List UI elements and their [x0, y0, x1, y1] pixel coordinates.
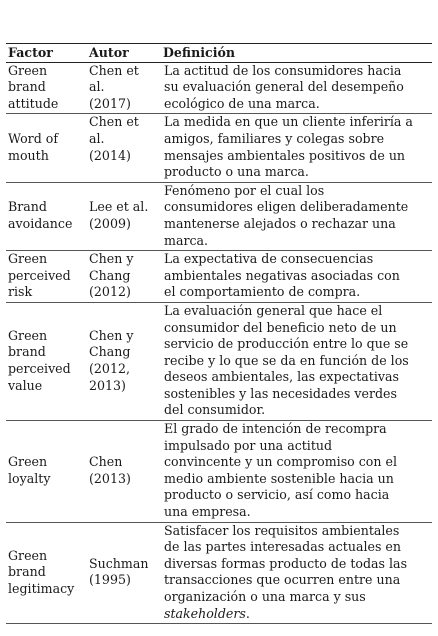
cell-definicion-line: sostenibles y las necesidades verdes	[164, 385, 397, 401]
cell-autor-line: Chen y	[89, 251, 134, 267]
cell-autor	[87, 302, 161, 420]
cell-definicion-line: El grado de intención de recompra	[164, 421, 387, 437]
cell-definicion	[161, 62, 432, 114]
cell-definicion-line: servicio de producción entre lo que se	[164, 336, 409, 352]
cell-definicion-line: recibe y lo que se da en función de los	[164, 352, 409, 368]
cell-definicion-line: La actitud de los consumidores hacia	[164, 62, 402, 78]
cell-factor-line: brand	[8, 564, 46, 580]
cell-autor-line: Chen y	[89, 327, 134, 343]
cell-autor-line: Lee et al.	[89, 199, 149, 215]
header-definicion: Definición	[161, 44, 432, 63]
cell-factor-line: mouth	[8, 147, 49, 163]
cell-definicion	[161, 522, 432, 624]
cell-autor-line: Chang	[89, 267, 131, 283]
cell-autor-line: (2014)	[89, 147, 131, 163]
header-factor: Factor	[6, 44, 87, 63]
cell-definicion-line: La evaluación general que hace el	[164, 302, 383, 318]
cell-definicion-line: su evaluación general del desempeño	[164, 79, 404, 95]
cell-definicion-line: convincente y un compromiso con el	[164, 454, 397, 470]
cell-definicion-line: de las partes interesadas actuales en	[164, 539, 401, 555]
cell-definicion	[161, 182, 432, 250]
cell-factor-line: Green	[8, 327, 48, 343]
table-row	[6, 522, 432, 624]
cell-autor-line: (2012,	[89, 360, 130, 376]
table-row	[6, 62, 432, 114]
cell-autor-line: Suchman	[89, 555, 149, 571]
table-body	[6, 62, 432, 624]
table-row	[6, 251, 432, 303]
cell-definicion-line: producto o servicio, así como hacia	[164, 487, 390, 503]
cell-definicion-line: consumidor del beneficio neto de un	[164, 319, 397, 335]
cell-definicion-line: el comportamiento de compra.	[164, 284, 361, 300]
cell-autor	[87, 182, 161, 250]
cell-definicion-line: La expectativa de consecuencias	[164, 251, 374, 267]
cell-definicion	[161, 251, 432, 303]
cell-definicion	[161, 114, 432, 182]
cell-autor	[87, 522, 161, 624]
cell-factor-line: Green	[8, 454, 48, 470]
cell-definicion-italic: stakeholders	[164, 605, 246, 621]
cell-factor-line: attitude	[8, 95, 59, 111]
cell-definicion-line: marca.	[164, 232, 209, 248]
cell-definicion	[161, 421, 432, 523]
cell-autor	[87, 251, 161, 303]
cell-factor	[6, 302, 87, 420]
cell-autor-line: Chang	[89, 344, 131, 360]
cell-autor-line: 2013)	[89, 377, 126, 393]
cell-factor-line: brand	[8, 79, 46, 95]
cell-factor	[6, 62, 87, 114]
cell-autor-line: al.	[89, 79, 105, 95]
cell-definicion-line: amigos, familiares y colegas sobre	[164, 130, 385, 146]
definitions-table	[6, 43, 432, 624]
cell-autor	[87, 114, 161, 182]
cell-definicion-line: diversas formas producto de todas las	[164, 555, 408, 571]
cell-factor-line: value	[8, 377, 43, 393]
table-header-row	[6, 44, 432, 63]
cell-factor-line: Brand	[8, 199, 47, 215]
cell-definicion-line: ambientales negativas asociadas con	[164, 267, 400, 283]
cell-autor	[87, 62, 161, 114]
cell-definicion-line: Fenómeno por el cual los	[164, 182, 325, 198]
cell-factor-line: brand	[8, 344, 46, 360]
cell-factor	[6, 421, 87, 523]
cell-factor	[6, 251, 87, 303]
cell-factor	[6, 114, 87, 182]
cell-definicion-line: ecológico de una marca.	[164, 95, 320, 111]
table-row	[6, 421, 432, 523]
cell-definicion-tail: .	[245, 605, 250, 621]
cell-autor-line: al.	[89, 130, 105, 146]
cell-autor-line: (1995)	[89, 572, 131, 588]
cell-definicion-line: mensajes ambientales positivos de un	[164, 147, 406, 163]
cell-autor-line: (2009)	[89, 215, 131, 231]
cell-definicion-line: una empresa.	[164, 504, 251, 520]
cell-factor-line: Green	[8, 547, 48, 563]
cell-factor-line: Word of	[8, 130, 58, 146]
cell-factor-line: perceived	[8, 360, 71, 376]
cell-definicion-line: consumidores eligen deliberadamente	[164, 199, 409, 215]
cell-definicion-line: La medida en que un cliente inferiría a	[164, 114, 413, 130]
cell-autor-line: Chen et	[89, 62, 139, 78]
cell-autor	[87, 421, 161, 523]
cell-factor-line: legitimacy	[8, 580, 75, 596]
table-row	[6, 114, 432, 182]
cell-factor	[6, 182, 87, 250]
cell-factor-line: risk	[8, 284, 33, 300]
cell-definicion-line: medio ambiente sostenible hacia un	[164, 470, 394, 486]
cell-definicion-line: del consumidor.	[164, 402, 266, 418]
cell-factor-line: loyalty	[8, 470, 51, 486]
cell-autor-line: Chen et	[89, 114, 139, 130]
cell-factor	[6, 522, 87, 624]
cell-definicion-line: organización o una marca y sus	[164, 589, 366, 604]
cell-factor-line: perceived	[8, 267, 71, 283]
cell-definicion-line: Satisfacer los requisitos ambientales	[164, 522, 400, 538]
cell-definicion-line: transacciones que ocurren entre una	[164, 572, 401, 588]
header-autor: Autor	[87, 44, 161, 63]
cell-factor-line: avoidance	[8, 215, 73, 231]
cell-factor-line: Green	[8, 251, 48, 267]
cell-definicion-line: impulsado por una actitud	[164, 437, 333, 453]
table-row	[6, 182, 432, 250]
cell-definicion-line: producto o una marca.	[164, 164, 309, 180]
cell-autor-line: (2013)	[89, 470, 131, 486]
cell-autor-line: (2017)	[89, 95, 131, 111]
cell-factor-line: Green	[8, 62, 48, 78]
table-row	[6, 302, 432, 420]
cell-definicion	[161, 302, 432, 420]
cell-autor-line: Chen	[89, 454, 123, 470]
cell-definicion-line: mantenerse alejados o rechazar una	[164, 215, 396, 231]
cell-autor-line: (2012)	[89, 284, 131, 300]
cell-definicion-line: deseos ambientales, las expectativas	[164, 369, 399, 385]
